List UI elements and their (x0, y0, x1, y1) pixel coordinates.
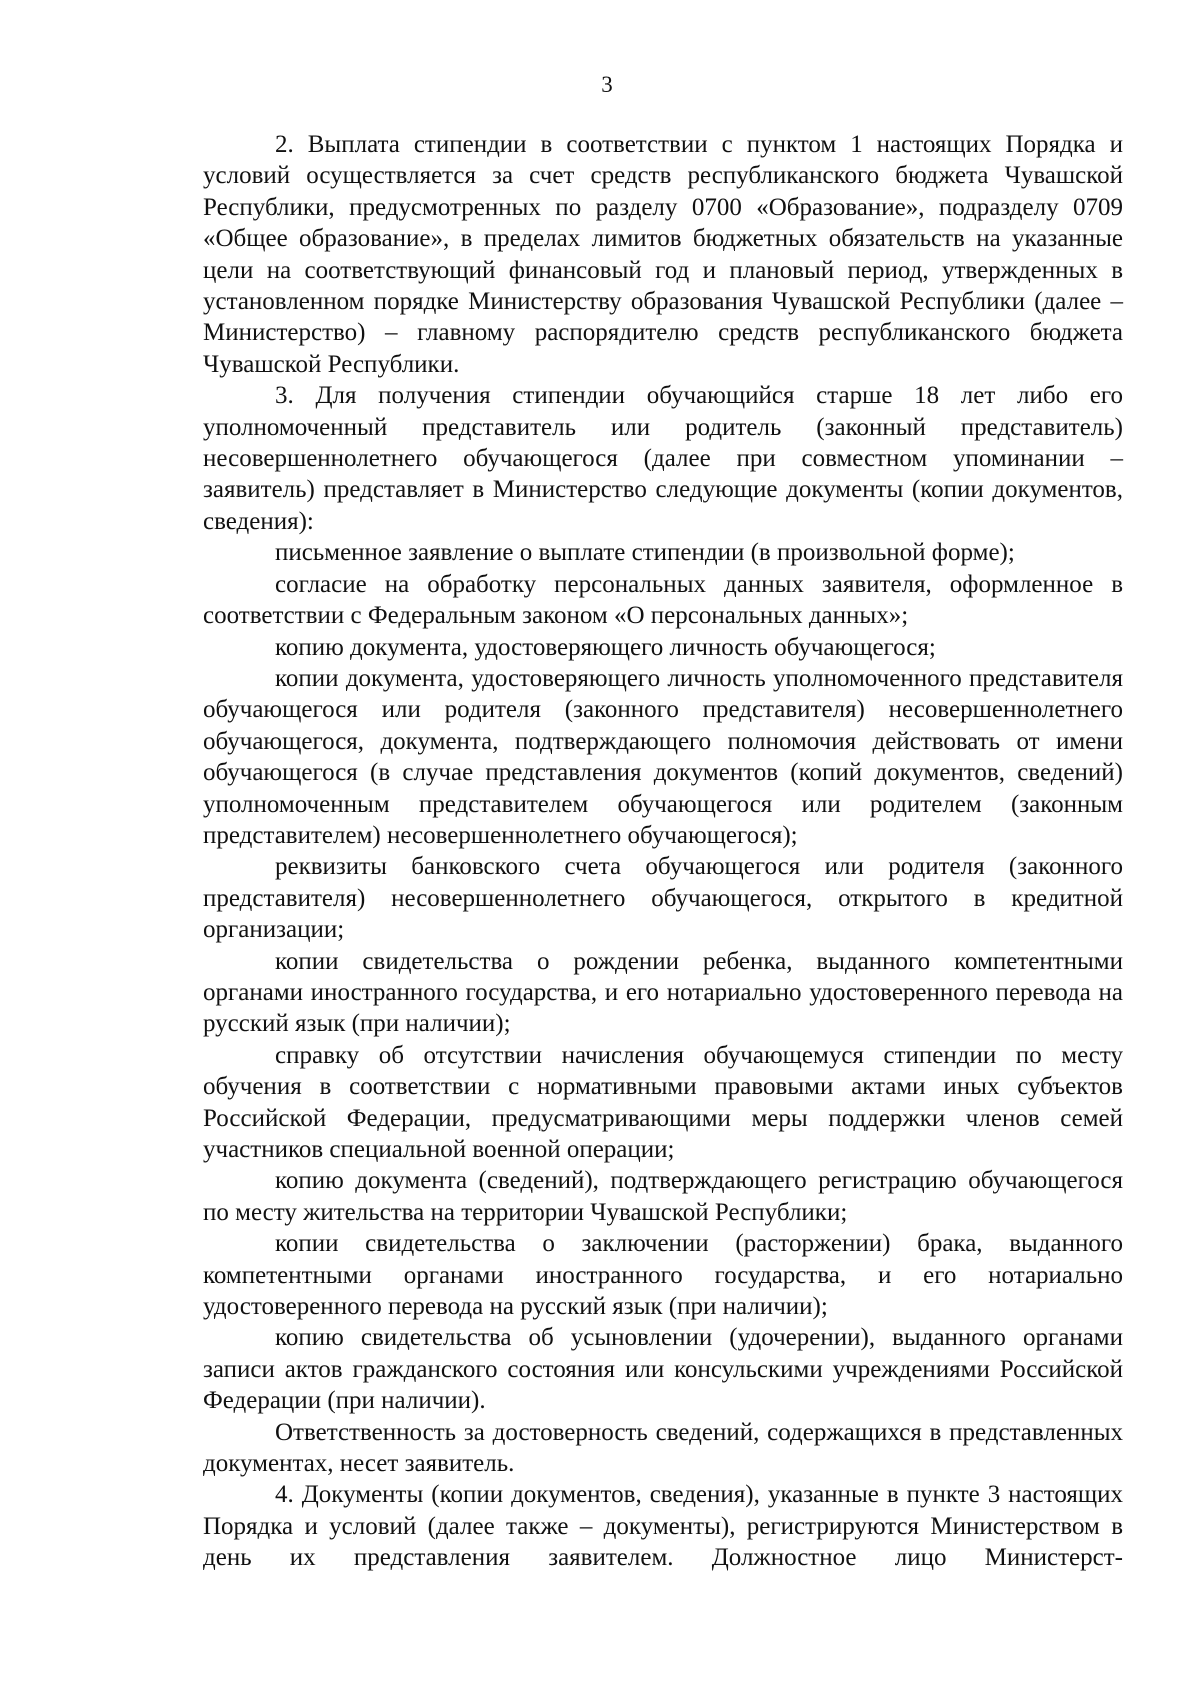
list-item-birth-certificate: копии свидетельства о рождении ребенка, выданного компетентными органами иностранного государства, и его нотариально удостоверенного перевода на русский язык (при наличии); (203, 947, 1123, 1038)
paragraph-2-funding: 2. Выплата стипендии в соответствии с пунктом 1 настоящих Порядка и условий осуществляется за счет средств республиканского бюджета Чувашской Республики, предусмотренных по разделу 0700 «Образование», подразделу 0709 «Общее образование», в пределах лимитов бюджетных обязательств на указанные цели на соответствующий финансовый год и плановый период, утвержденных в установленном порядке Министерству образования Чувашской Республики (далее – Министерство) – главному распорядителю средств республиканского бюджета Чувашской Республики. (203, 131, 1123, 378)
paragraph-3-documents-intro: 3. Для получения стипендии обучающийся старше 18 лет либо его уполномоченный представитель или родитель (законный представитель) несовершеннолетнего обучающегося (далее при совместном упоминании – заявитель) представляет в Министерство следующие документы (копии документов, сведения): (203, 382, 1123, 535)
list-item-personal-data-consent: согласие на обработку персональных данных заявителя, оформленное в соответствии с Федеральным законом «О персональных данных»; (203, 570, 1123, 630)
paragraph-responsibility: Ответственность за достоверность сведений, содержащихся в представленных документах, несет заявитель. (203, 1418, 1123, 1478)
paragraph-4-registration: 4. Документы (копии документов, сведения), указанные в пункте 3 настоящих Порядка и условий (далее также – документы), регистрируются Министерством в день их представления заявителем. Должностное лицо Министерст- (203, 1481, 1123, 1572)
page-number: 3 (601, 72, 613, 97)
document-body (203, 129, 1123, 1574)
list-item-residence-registration: копию документа (сведений), подтверждающего регистрацию обучающегося по месту жительства на территории Чувашской Республики; (203, 1167, 1123, 1226)
list-item-student-id-copy: копию документа, удостоверяющего личность обучающегося; (275, 633, 936, 661)
list-item-adoption-certificate: копию свидетельства об усыновлении (удочерении), выданного органами записи актов гражданского состояния или консульскими учреждениями Российской Федерации (при наличии). (203, 1324, 1123, 1415)
list-item-representative-id-copy: копии документа, удостоверяющего личность уполномоченного представителя обучающегося или родителя (законного представителя) несовершеннолетнего обучающегося, документа, подтверждающего полномочия действовать от имени обучающегося (в случае представления документов (копий документов, сведений) уполномоченным представителем обучающегося или родителем (законным представителем) несовершеннолетнего обучающегося); (203, 664, 1123, 849)
list-item-no-stipend-certificate: справку об отсутствии начисления обучающемуся стипендии по месту обучения в соответствии с нормативными правовыми актами иных субъектов Российской Федерации, предусматривающими меры поддержки членов семей участников специальной военной операции; (203, 1041, 1123, 1163)
list-item-bank-details: реквизиты банковского счета обучающегося или родителя (законного представителя) несовершеннолетнего обучающегося, открытого в кредитной организации; (203, 853, 1123, 944)
list-item-marriage-certificate: копии свидетельства о заключении (расторжении) брака, выданного компетентными органами иностранного государства, и его нотариально удостоверенного перевода на русский язык (при наличии); (203, 1230, 1123, 1321)
list-item-application: письменное заявление о выплате стипендии (в произвольной форме); (275, 539, 1015, 567)
